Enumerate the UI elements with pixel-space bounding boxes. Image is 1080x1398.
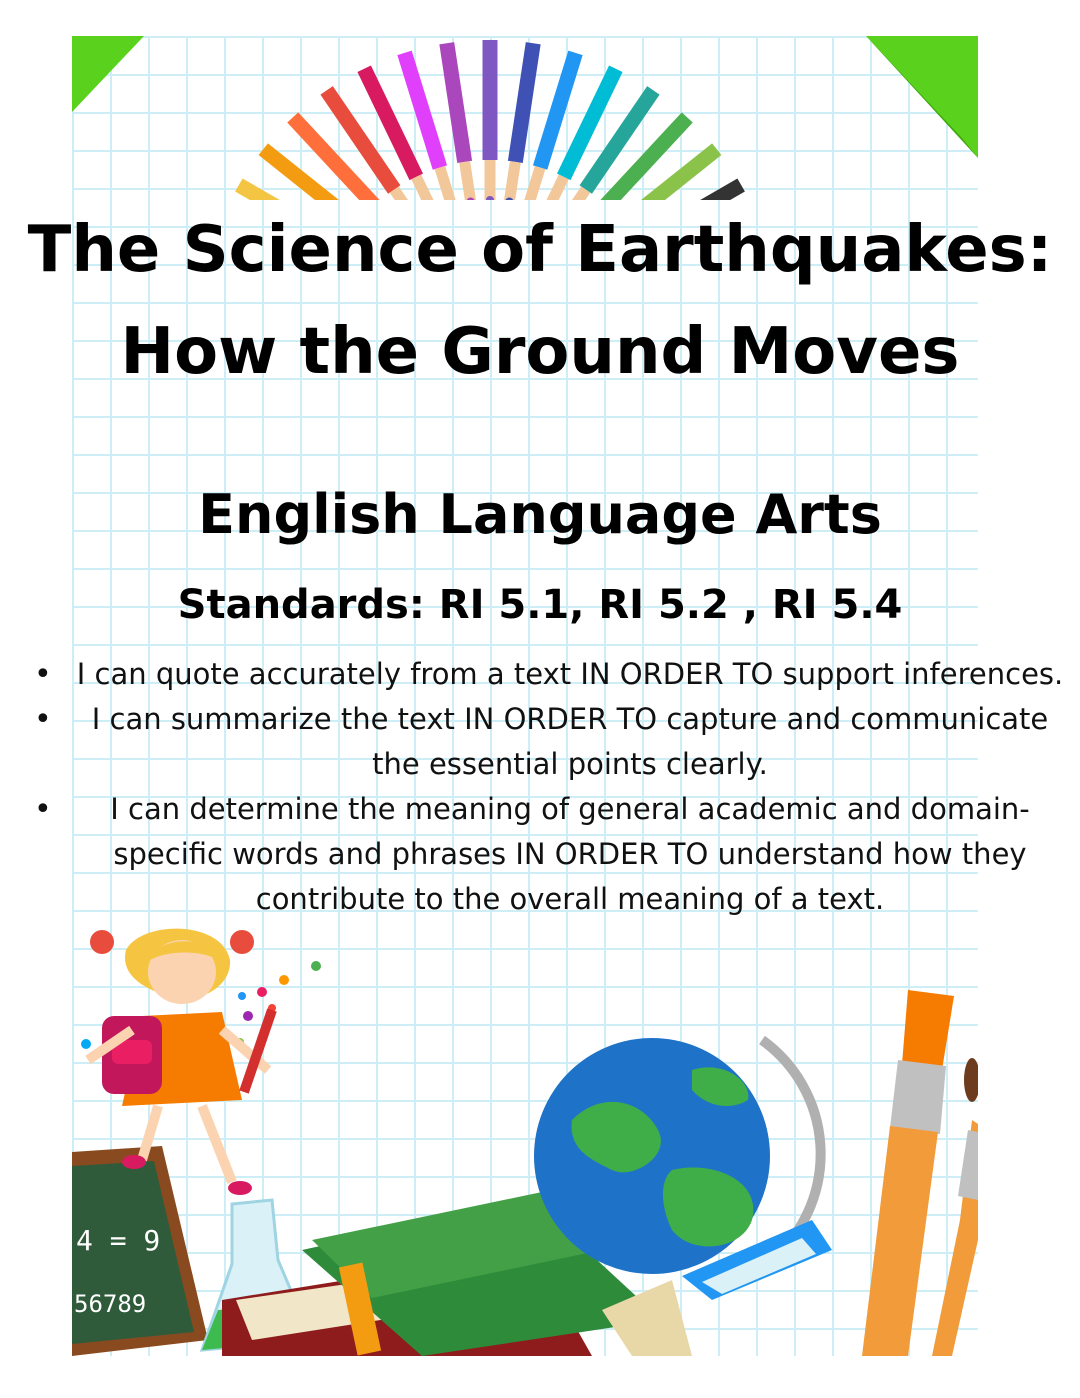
title-line-2: How the Ground Moves — [120, 315, 960, 389]
bullet-icon: • — [34, 792, 52, 827]
green-corner-right-decoration — [866, 36, 978, 160]
green-corner-left-decoration — [72, 36, 152, 116]
school-supplies-illustration — [72, 920, 978, 1356]
learning-target-3: I can determine the meaning of general academic and domain-specific words and phrases IN ORDER TO understand how they contribute to the overall meaning of a text. — [110, 792, 1030, 916]
learning-targets-list — [24, 652, 1070, 922]
paintbrushes-decoration — [862, 990, 978, 1356]
pencil-icon — [447, 43, 475, 200]
subject-heading: English Language Arts — [198, 483, 882, 546]
colored-pencils-decoration — [200, 30, 780, 200]
chalkboard-line-1: 4 = 9 — [76, 1224, 161, 1257]
list-item — [24, 787, 1070, 922]
list-item — [24, 697, 1070, 787]
pencil-icon — [505, 43, 533, 200]
title-line-1: The Science of Earthquakes: — [27, 213, 1053, 287]
standards-heading: Standards: RI 5.1, RI 5.2 , RI 5.4 — [177, 582, 903, 628]
learning-target-1: I can quote accurately from a text IN ORDER TO support inferences. — [76, 657, 1064, 691]
bullet-icon: • — [34, 702, 52, 737]
list-item — [24, 652, 1070, 697]
chalkboard-line-2: 56789 — [74, 1290, 147, 1318]
pencil-icon — [486, 40, 494, 200]
learning-target-2: I can summarize the text IN ORDER TO capture and communicate the essential points clearly. — [91, 702, 1049, 781]
bullet-icon: • — [34, 657, 52, 692]
chalkboard — [72, 1146, 208, 1356]
